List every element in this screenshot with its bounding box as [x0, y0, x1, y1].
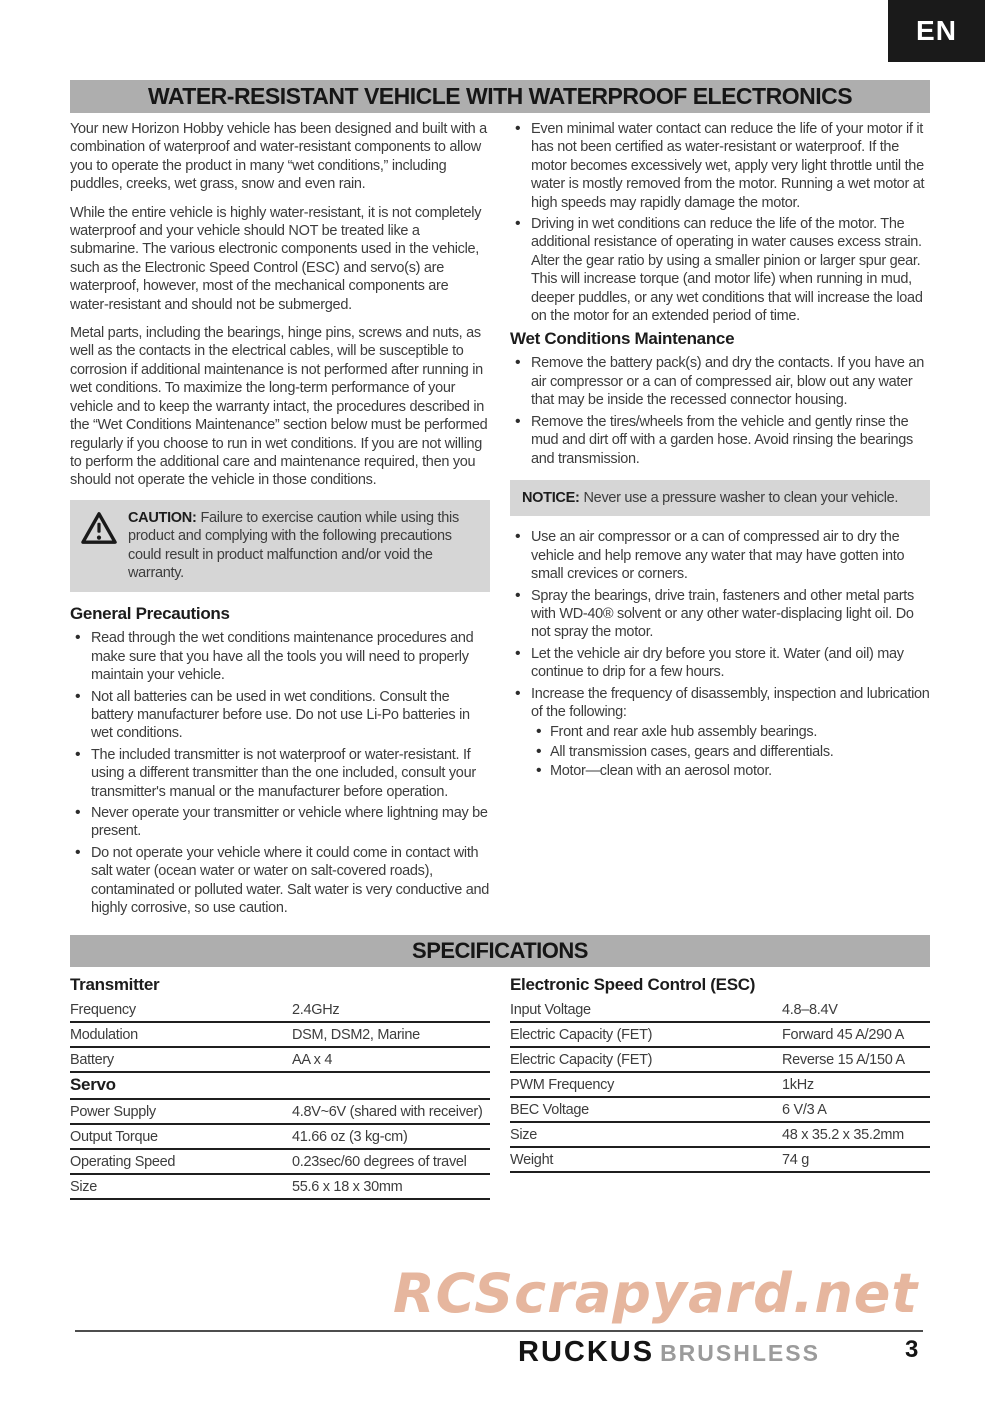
- notice-box: [510, 480, 930, 516]
- spec-value: DSM, DSM2, Marine: [292, 1027, 420, 1043]
- spec-row: [70, 998, 490, 1023]
- spec-label: Power Supply: [70, 1104, 156, 1120]
- footer-divider: [75, 1330, 923, 1332]
- specs-right-column: [510, 973, 930, 1200]
- left-column: [70, 120, 490, 920]
- spec-row: [70, 1150, 490, 1175]
- specifications-title: SPECIFICATIONS: [412, 938, 588, 963]
- intro-paragraph: Your new Horizon Hobby vehicle has been designed and built with a combination of waterproof and water-resistant components to allow you to operate the product in many “wet conditions,” including puddles, creeks, wet grass, snow and even rain.: [70, 121, 487, 193]
- spec-value: 55.6 x 18 x 30mm: [292, 1179, 403, 1195]
- list-item: • Even minimal water contact can reduce the life of your motor if it has not been certified as water-resistant or waterproof. If the motor becomes excessively wet, apply very light throttle until the water is mostly removed from the motor. Running a wet motor at high speeds may rapidly damage the motor.: [510, 120, 930, 212]
- sub-list-item: • Motor—clean with an aerosol motor.: [531, 762, 930, 780]
- spec-row: [510, 1098, 930, 1123]
- spec-value: Forward 45 A/290 A: [782, 1027, 904, 1043]
- page-number: 3: [905, 1336, 919, 1363]
- servo-heading: Servo: [70, 1073, 490, 1100]
- caution-box: [70, 500, 490, 593]
- language-badge: [888, 0, 985, 62]
- list-item: • The included transmitter is not waterproof or water-resistant. If using a different transmitter than the one included, consult your transmitter's manual or the manufacturer before operation.: [70, 746, 490, 801]
- spec-row: [510, 1023, 930, 1048]
- spec-label: Input Voltage: [510, 1002, 591, 1018]
- spec-value: 74 g: [782, 1152, 810, 1168]
- specifications-columns: [70, 973, 930, 1200]
- spec-value: 4.8V~6V (shared with receiver): [292, 1104, 483, 1120]
- sub-list-item: • All transmission cases, gears and differentials.: [531, 743, 930, 761]
- general-precautions-list: [70, 629, 490, 917]
- spec-label: PWM Frequency: [510, 1077, 615, 1093]
- spec-label: Electric Capacity (FET): [510, 1027, 653, 1043]
- list-item: • Read through the wet conditions maintenance procedures and make sure that you have all the tools you will need to properly maintain your vehicle.: [70, 629, 490, 684]
- list-item: • Let the vehicle air dry before you store it. Water (and oil) may continue to drip for a few hours.: [510, 645, 930, 682]
- list-item: • Remove the tires/wheels from the vehicle and gently rinse the mud and dirt off with a garden hose. Avoid rinsing the bearings and transmission.: [510, 413, 930, 468]
- notice-body: Never use a pressure washer to clean your vehicle.: [583, 489, 899, 506]
- wet-conditions-list-continued: [510, 528, 930, 780]
- spec-label: Electric Capacity (FET): [510, 1052, 653, 1068]
- caution-text: [128, 509, 478, 583]
- specs-left-column: [70, 973, 490, 1200]
- spec-label: BEC Voltage: [510, 1102, 589, 1118]
- spec-value: 4.8–8.4V: [782, 1002, 838, 1018]
- spec-row: [510, 998, 930, 1023]
- motor-precautions-list: [510, 120, 930, 325]
- spec-label: Modulation: [70, 1027, 138, 1043]
- transmitter-heading: Transmitter: [70, 975, 160, 994]
- spec-value: 41.66 oz (3 kg-cm): [292, 1129, 408, 1145]
- spec-label: Operating Speed: [70, 1154, 176, 1170]
- intro-paragraph: While the entire vehicle is highly water-resistant, it is not completely waterproof and your vehicle should NOT be treated like a submarine. The various electronic components used in the vehicle, such as the Electronic Speed Control (ESC) and servo(s) are waterproof, however, most of the mechanical components are water-resistant and should not be submerged.: [70, 204, 482, 313]
- spec-row: [510, 1048, 930, 1073]
- spec-row: [510, 1073, 930, 1098]
- spec-value: 48 x 35.2 x 35.2mm: [782, 1127, 904, 1143]
- warning-triangle-icon: [80, 511, 118, 550]
- list-item: [510, 685, 930, 781]
- section-title-bar: [70, 80, 930, 113]
- list-item: • Do not operate your vehicle where it could come in contact with salt water (ocean water or water on salt-covered roads), contaminated or polluted water. Salt water is very conductive and highly corrosive, so use caution.: [70, 844, 490, 918]
- list-item: • Not all batteries can be used in wet conditions. Consult the battery manufacturer before use. Do not use Li-Po batteries in wet conditions.: [70, 688, 490, 743]
- spec-value: Reverse 15 A/150 A: [782, 1052, 905, 1068]
- brand-logo-primary: RUCKUS: [518, 1336, 655, 1368]
- general-precautions-heading: General Precautions: [70, 604, 230, 624]
- spec-row: [70, 1175, 490, 1200]
- spec-row: [70, 1023, 490, 1048]
- notice-label: NOTICE:: [522, 489, 580, 506]
- spec-label: Output Torque: [70, 1129, 158, 1145]
- spec-label: Size: [510, 1127, 538, 1143]
- language-badge-label: EN: [916, 15, 957, 46]
- spec-value: 1kHz: [782, 1077, 814, 1093]
- wet-conditions-list: [510, 354, 930, 467]
- list-item-text: Increase the frequency of disassembly, inspection and lubrication of the following:: [531, 685, 930, 720]
- spec-value: AA x 4: [292, 1052, 333, 1068]
- list-item: • Driving in wet conditions can reduce the life of the motor. The additional resistance of operating in water causes excess strain. Alter the gear ratio by using a smaller pinion or larger spur gear. This will increase torque (and motor life) when running in mud, deeper puddles, or any wet conditions that will increase the load on the motor for an extended period of time.: [510, 215, 930, 325]
- spec-value: 0.23sec/60 degrees of travel: [292, 1154, 467, 1170]
- spec-label: Battery: [70, 1052, 114, 1068]
- wet-conditions-heading: Wet Conditions Maintenance: [510, 329, 735, 349]
- brand-logo: [518, 1336, 820, 1369]
- list-item: • Remove the battery pack(s) and dry the contacts. If you have an air compressor or a can of compressed air, blow out any water that may be inside the recessed connector housing.: [510, 354, 930, 409]
- intro-paragraph: Metal parts, including the bearings, hinge pins, screws and nuts, as well as the contacts in the electrical cables, will be susceptible to corrosion if additional maintenance is not performed after running in wet conditions. To maximize the long-term performance of your vehicle and to keep the warranty intact, the procedures described in the “Wet Conditions Maintenance” section below must be performed regularly if you choose to run in wet conditions. If you are not willing to perform the additional care and maintenance required, then you should not operate the vehicle in those conditions.: [70, 325, 488, 489]
- main-columns: [70, 120, 930, 920]
- specifications-title-bar: [70, 935, 930, 967]
- spec-value: 2.4GHz: [292, 1002, 340, 1018]
- brand-logo-secondary: BRUSHLESS: [660, 1340, 820, 1366]
- spec-row: [510, 1148, 930, 1173]
- watermark: RCScrapyard.net: [393, 1262, 919, 1325]
- lubrication-sublist: [531, 723, 930, 780]
- spec-row: [70, 1048, 490, 1073]
- caution-label: CAUTION:: [128, 509, 197, 526]
- spec-row: [510, 1123, 930, 1148]
- caution-body: Failure to exercise caution while using this product and complying with the following precautions could result in product malfunction and/or void the warranty.: [128, 509, 459, 581]
- sub-list-item: • Front and rear axle hub assembly bearings.: [531, 723, 930, 741]
- spec-row: [70, 1100, 490, 1125]
- page-title: WATER-RESISTANT VEHICLE WITH WATERPROOF ELECTRONICS: [147, 83, 853, 109]
- list-item: • Spray the bearings, drive train, fasteners and other metal parts with WD-40® solvent or any other water-displacing light oil. Do not spray the motor.: [510, 587, 930, 642]
- spec-label: Weight: [510, 1152, 554, 1168]
- spec-row: [70, 1125, 490, 1150]
- spec-value: 6 V/3 A: [782, 1102, 827, 1118]
- esc-heading: Electronic Speed Control (ESC): [510, 975, 756, 994]
- list-item: • Use an air compressor or a can of compressed air to dry the vehicle and help remove any water that may have gotten into small crevices or corners.: [510, 528, 930, 583]
- spec-label: Size: [70, 1179, 98, 1195]
- right-column: [510, 120, 930, 920]
- spec-label: Frequency: [70, 1002, 136, 1018]
- list-item: • Never operate your transmitter or vehicle where lightning may be present.: [70, 804, 490, 841]
